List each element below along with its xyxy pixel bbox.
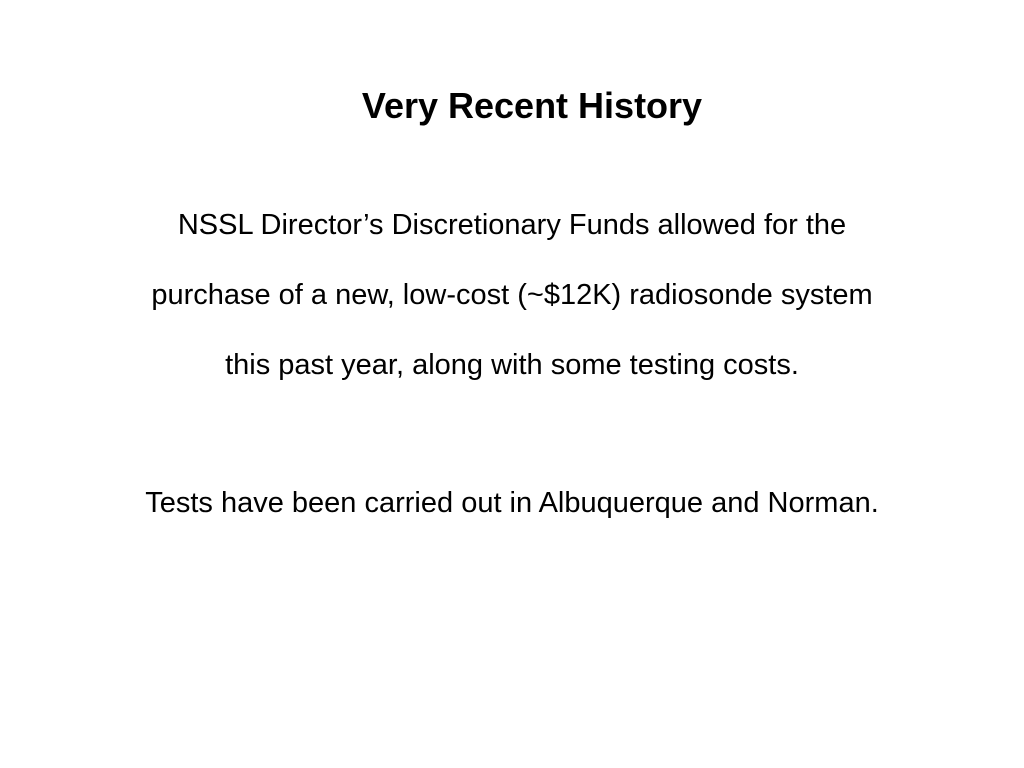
paragraph-1-line-3: this past year, along with some testing costs. xyxy=(225,349,799,381)
paragraph-1-line-1: NSSL Director’s Discretionary Funds allowed for the xyxy=(177,209,847,241)
paragraph-2: Tests have been carried out in Albuquerque and Norman. xyxy=(145,487,879,519)
paragraph-1-line-2: purchase of a new, low-cost (~$12K) radiosonde system xyxy=(151,279,873,311)
slide-title: Very Recent History xyxy=(361,85,703,126)
